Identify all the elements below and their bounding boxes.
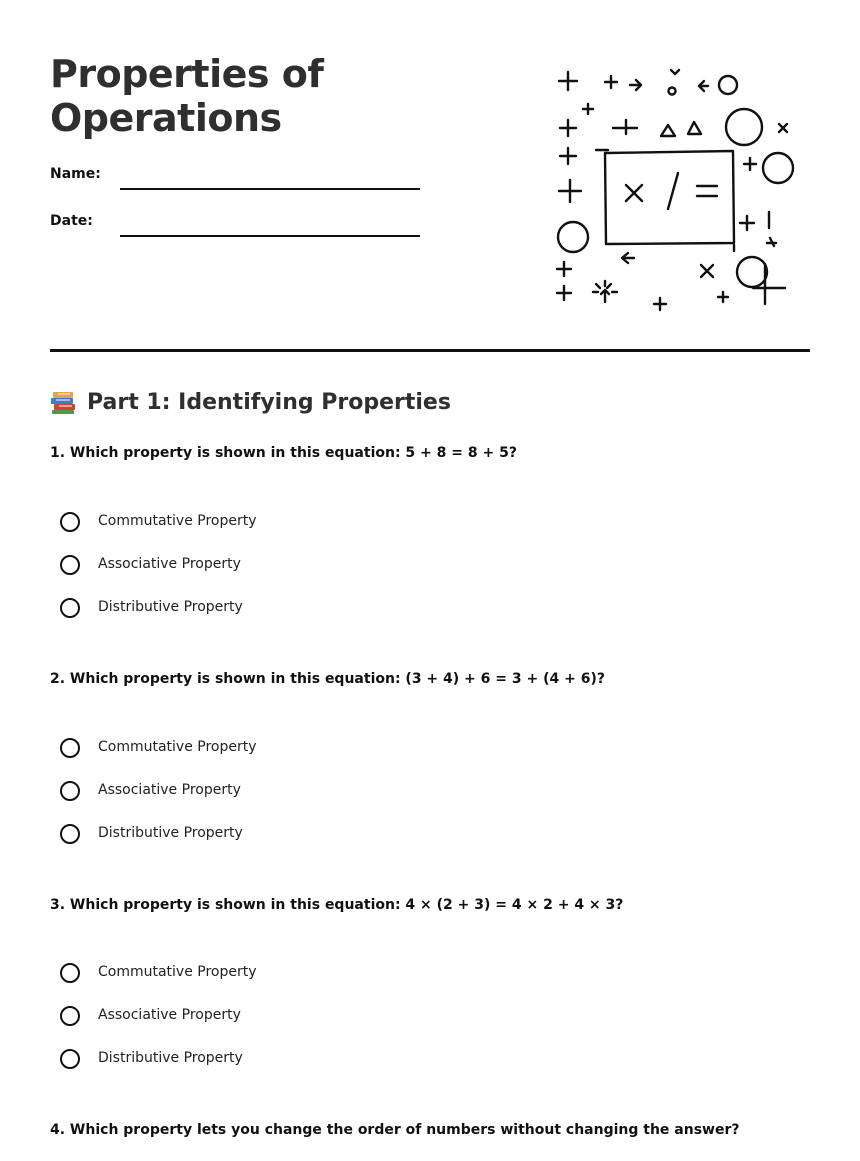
radio-button[interactable] [60, 963, 80, 983]
option-label: Commutative Property [98, 964, 257, 980]
q3-option-associative[interactable] [60, 1006, 320, 1030]
q2-option-commutative[interactable] [60, 738, 320, 762]
date-field[interactable] [50, 207, 430, 237]
option-label: Distributive Property [98, 825, 243, 841]
q3-option-commutative[interactable] [60, 963, 320, 987]
q1-option-commutative[interactable] [60, 512, 320, 536]
section-title: Part 1: Identifying Properties [87, 390, 451, 415]
books-icon [50, 389, 78, 415]
question-2: 2. Which property is shown in this equation: (3 + 4) + 6 = 3 + (4 + 6)? [50, 671, 605, 687]
title-line-1: Properties of [50, 52, 324, 96]
date-label: Date: [50, 213, 93, 229]
q2-option-associative[interactable] [60, 781, 320, 805]
page-title [50, 52, 323, 140]
date-line[interactable] [120, 235, 420, 237]
radio-button[interactable] [60, 555, 80, 575]
option-label: Distributive Property [98, 599, 243, 615]
option-label: Associative Property [98, 782, 241, 798]
name-line[interactable] [120, 188, 420, 190]
q1-option-distributive[interactable] [60, 598, 320, 622]
q2-option-distributive[interactable] [60, 824, 320, 848]
radio-button[interactable] [60, 512, 80, 532]
option-label: Associative Property [98, 1007, 241, 1023]
math-doodle-illustration [548, 62, 798, 322]
q1-option-associative[interactable] [60, 555, 320, 579]
option-label: Associative Property [98, 556, 241, 572]
radio-button[interactable] [60, 598, 80, 618]
radio-button[interactable] [60, 738, 80, 758]
name-field[interactable] [50, 160, 430, 190]
question-4: 4. Which property lets you change the order of numbers without changing the answer? [50, 1122, 740, 1138]
header-divider [50, 349, 810, 352]
radio-button[interactable] [60, 1006, 80, 1026]
option-label: Commutative Property [98, 513, 257, 529]
radio-button[interactable] [60, 781, 80, 801]
name-label: Name: [50, 166, 101, 182]
question-1: 1. Which property is shown in this equation: 5 + 8 = 8 + 5? [50, 445, 517, 461]
radio-button[interactable] [60, 824, 80, 844]
q3-option-distributive[interactable] [60, 1049, 320, 1073]
title-line-2: Operations [50, 96, 282, 140]
radio-button[interactable] [60, 1049, 80, 1069]
option-label: Distributive Property [98, 1050, 243, 1066]
question-3: 3. Which property is shown in this equation: 4 × (2 + 3) = 4 × 2 + 4 × 3? [50, 897, 624, 913]
option-label: Commutative Property [98, 739, 257, 755]
